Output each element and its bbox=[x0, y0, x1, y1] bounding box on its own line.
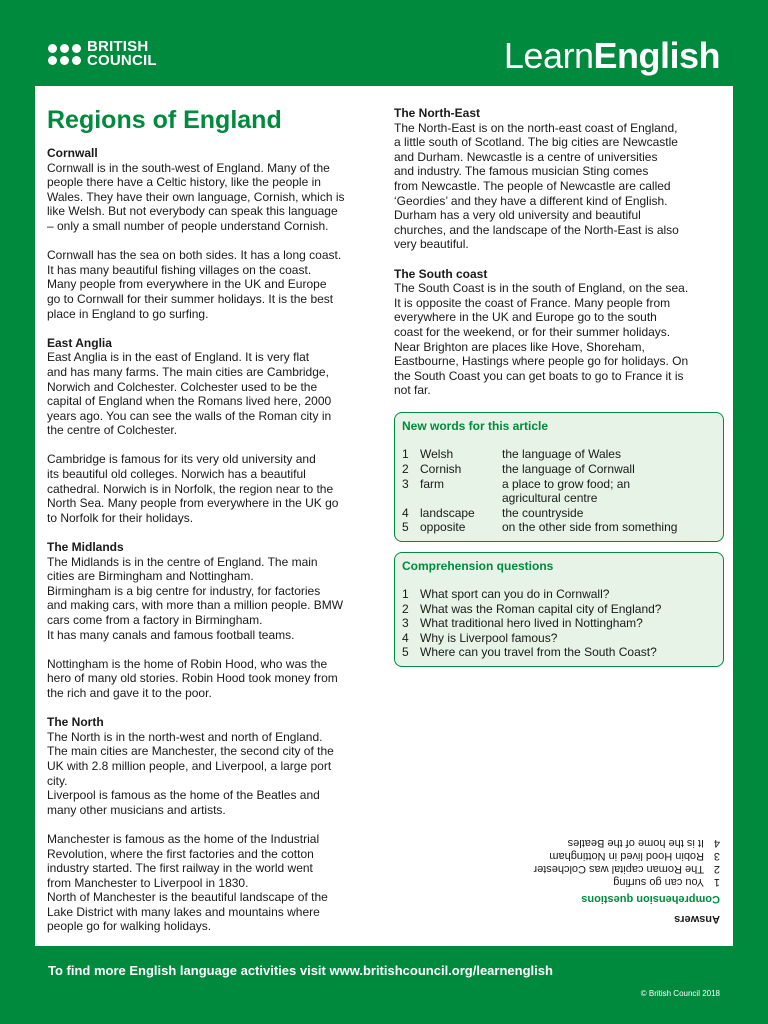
article-section bbox=[47, 146, 377, 321]
learnenglish-logo bbox=[504, 36, 720, 76]
comprehension-title: Comprehension questions bbox=[402, 559, 554, 574]
worksheet-page bbox=[35, 86, 733, 946]
answers-title: Answers bbox=[674, 913, 720, 925]
footer-text: To find more English language activities visit www.britishcouncil.org/learnenglish bbox=[48, 963, 553, 978]
section-paragraph: East Anglia is in the east of England. It is very flat and has many farms. The main cities are Cambridge, Norwich and Colchester. Colchester used to be the capital of England when the Romans lived here, 2000 years ago. You can see the walls of the Roman city in the centre of Colchester. bbox=[47, 350, 332, 438]
answer-text: Robin Hood lived in Nottingham bbox=[549, 850, 704, 862]
article-section bbox=[394, 106, 724, 252]
question-number: 5 bbox=[402, 645, 409, 660]
section-heading: The North-East bbox=[394, 106, 481, 120]
answers-subtitle: Comprehension questions bbox=[581, 893, 720, 905]
word-definition: a place to grow food; an agricultural centre bbox=[502, 476, 631, 506]
question-text: Where can you travel from the South Coast? bbox=[420, 645, 657, 660]
logo-line-2: COUNCIL bbox=[87, 52, 157, 69]
word-definition: the language of Wales bbox=[502, 447, 621, 462]
word-row bbox=[402, 506, 716, 521]
word-definition: the language of Cornwall bbox=[502, 462, 635, 477]
word-number: 1 bbox=[402, 447, 409, 462]
section-paragraph: Manchester is famous as the home of the Industrial Revolution, where the first factories and the cotton industry started. The first railway in the world went from Manchester to Liverpool in 1830. North of Manchester is the beautiful landscape of the Lake District with many lakes and mountains where people go for walking holidays. bbox=[47, 831, 328, 934]
section-paragraph: The Midlands is in the centre of England. The main cities are Birmingham and Nottingham. Birmingham is a big centre for industry, for factories and making cars, with more than a million people. BMW cars come from a factory in Birmingham. It has many canals and famous football teams. bbox=[47, 554, 344, 642]
answer-row bbox=[510, 849, 720, 862]
comprehension-box bbox=[394, 552, 724, 667]
question-row bbox=[402, 587, 716, 602]
answer-row bbox=[510, 875, 720, 888]
question-row bbox=[402, 645, 716, 660]
question-number: 2 bbox=[402, 601, 409, 616]
question-text: Why is Liverpool famous? bbox=[420, 630, 558, 645]
word-row bbox=[402, 447, 716, 462]
article-section bbox=[394, 252, 724, 398]
question-row bbox=[402, 631, 716, 646]
section-paragraph: Cornwall is in the south-west of England. Many of the people there have a Celtic history, like the people in Wales. They have their own language, Cornish, which is like Welsh. But not everybody can speak this language – only a small number of people understand Cornish. bbox=[47, 160, 345, 233]
answer-text: You can go surfing bbox=[613, 876, 704, 888]
answer-number: 1 bbox=[713, 876, 720, 888]
new-words-box bbox=[394, 412, 724, 542]
page-title: Regions of England bbox=[47, 106, 282, 134]
english-word: English bbox=[593, 35, 720, 76]
left-column bbox=[47, 106, 377, 934]
section-paragraph: The North-East is on the north-east coast of England, a little south of Scotland. The big cities are Newcastle and Durham. Newcastle is a centre of universities and industry. The famous musician Sting comes from Newcastle. The people of Newcastle are called ‘Geordies’ and they have a different kind of English. Durham has a very old university and beautiful churches, and the landscape of the North-East is also very beautiful. bbox=[394, 120, 679, 252]
learn-word: Learn bbox=[503, 35, 594, 76]
section-paragraph: Cambridge is famous for its very old university and its beautiful old colleges. Norwich has a beautiful cathedral. Norwich is in Norfolk, the region near to the North Sea. Many people from everywhere in the UK go to Norfolk for their holidays. bbox=[47, 452, 339, 525]
header bbox=[0, 0, 768, 86]
section-heading: The South coast bbox=[394, 266, 488, 281]
word-definition: on the other side from something bbox=[502, 520, 678, 535]
section-paragraph: The North is in the north-west and north of England. The main cities are Manchester, the second city of the UK with 2.8 million people, and Liverpool, a large port city. Liverpool is famous as the home of the Beatles and many other musicians and artists. bbox=[47, 729, 334, 817]
word-row bbox=[402, 477, 716, 506]
section-paragraph: Cornwall has the sea on both sides. It has a long coast. It has many beautiful fishing villages on the coast. Many people from everywhere in the UK and Europe go to Cornwall for their summer holidays. It is the best place in England to go surfing. bbox=[47, 248, 342, 321]
section-paragraph: The South Coast is in the south of England, on the sea. It is opposite the coast of France. Many people from everywhere in the UK and Europe go to the south coast for the weekend, or for their summer holidays. Near Brighton are places like Hove, Shoreham, Eastbourne, Hastings where people go for holidays. On the South Coast you can get boats to go to France it is not far. bbox=[394, 281, 689, 398]
copyright: © British Council 2018 bbox=[640, 989, 720, 998]
question-number: 1 bbox=[402, 587, 409, 602]
word-term: landscape bbox=[420, 505, 475, 520]
word-term: Cornish bbox=[420, 462, 462, 477]
word-number: 4 bbox=[402, 505, 409, 520]
question-text: What was the Roman capital city of England? bbox=[420, 601, 662, 616]
answer-text: It is the home of the Beatles bbox=[567, 837, 704, 849]
question-text: What sport can you do in Cornwall? bbox=[420, 587, 610, 602]
section-heading: The North bbox=[47, 715, 104, 730]
article-section bbox=[47, 525, 377, 700]
question-text: What traditional hero lived in Nottingham? bbox=[420, 616, 643, 631]
word-row bbox=[402, 520, 716, 535]
section-heading: East Anglia bbox=[47, 335, 112, 350]
word-term: farm bbox=[420, 476, 444, 491]
section-heading: Cornwall bbox=[47, 146, 98, 160]
answer-row bbox=[510, 836, 720, 849]
word-row bbox=[402, 462, 716, 477]
article-section bbox=[47, 701, 377, 935]
question-number: 4 bbox=[402, 630, 409, 645]
word-term: opposite bbox=[420, 520, 466, 535]
word-number: 2 bbox=[402, 462, 409, 477]
answer-number: 3 bbox=[713, 850, 720, 862]
word-number: 5 bbox=[402, 520, 409, 535]
answer-number: 4 bbox=[713, 837, 720, 849]
question-number: 3 bbox=[402, 616, 409, 631]
answer-number: 2 bbox=[713, 863, 720, 875]
question-row bbox=[402, 602, 716, 617]
word-definition: the countryside bbox=[502, 505, 584, 520]
new-words-title: New words for this article bbox=[402, 419, 549, 434]
word-term: Welsh bbox=[420, 447, 454, 462]
logo-line-1: BRITISH bbox=[87, 38, 149, 55]
british-council-logo bbox=[48, 40, 157, 68]
answers-upside-down bbox=[510, 836, 720, 926]
answer-text: The Roman capital was Colchester bbox=[533, 863, 704, 875]
answer-row bbox=[510, 862, 720, 875]
logo-dots-icon bbox=[48, 44, 81, 65]
question-row bbox=[402, 616, 716, 631]
word-number: 3 bbox=[402, 476, 409, 491]
section-paragraph: Nottingham is the home of Robin Hood, who was the hero of many old stories. Robin Hood took money from the rich and gave it to the poor. bbox=[47, 656, 338, 700]
article-section bbox=[47, 321, 377, 525]
section-heading: The Midlands bbox=[47, 540, 124, 555]
right-column bbox=[394, 106, 724, 667]
